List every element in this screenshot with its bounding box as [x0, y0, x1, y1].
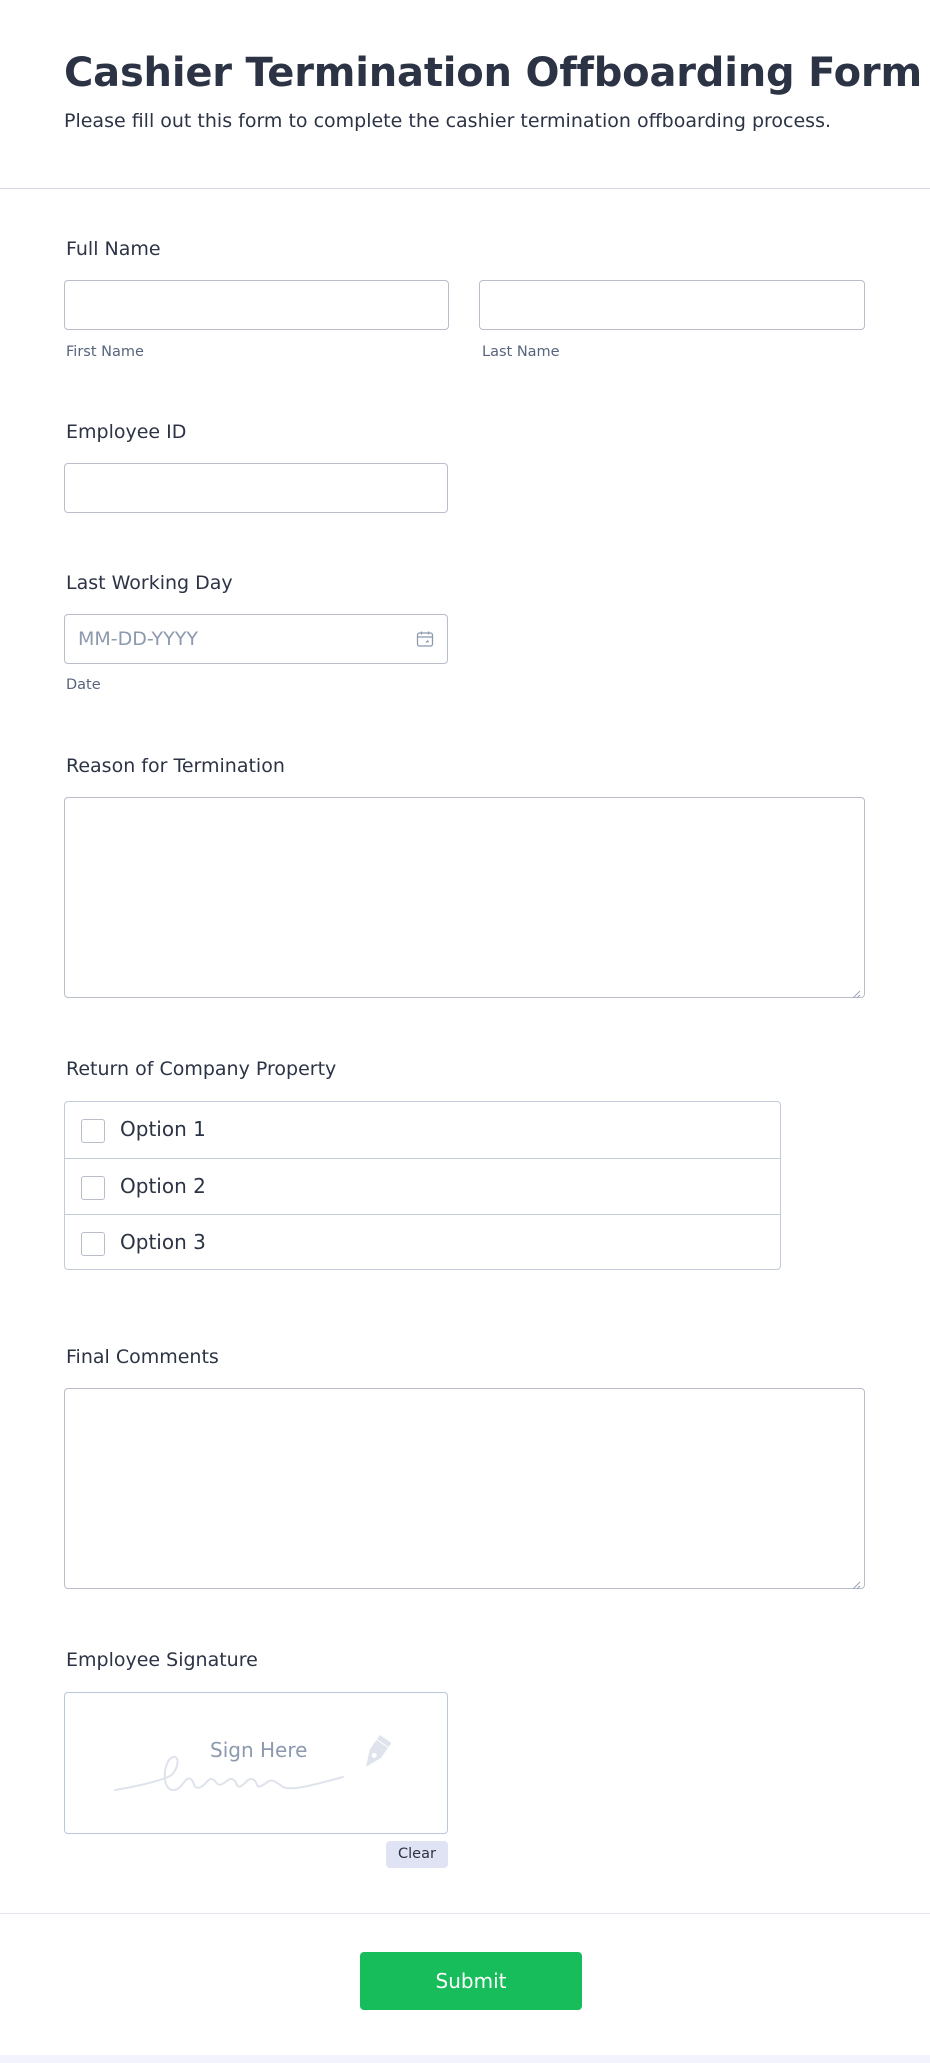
reason-label: Reason for Termination [66, 755, 285, 777]
date-sublabel: Date [66, 677, 101, 693]
last-working-day-input[interactable] [64, 614, 448, 664]
checkbox-label: Option 3 [120, 1230, 206, 1254]
signature-label: Employee Signature [66, 1649, 258, 1671]
employee-id-label: Employee ID [66, 421, 187, 443]
reason-textarea[interactable] [64, 797, 865, 998]
company-property-options [64, 1101, 781, 1270]
pen-icon [349, 1735, 397, 1779]
submit-button[interactable]: Submit [360, 1952, 582, 2010]
form-title: Cashier Termination Offboarding Form [64, 50, 922, 96]
checkbox[interactable] [81, 1232, 105, 1256]
calendar-icon[interactable] [416, 630, 434, 648]
last-name-input[interactable] [479, 280, 865, 330]
final-comments-textarea[interactable] [64, 1388, 865, 1589]
checkbox-option-3[interactable] [65, 1214, 780, 1270]
checkbox-option-1[interactable] [65, 1102, 780, 1158]
sign-here-placeholder: Sign Here [210, 1738, 308, 1762]
form-subtitle: Please fill out this form to complete the cashier termination offboarding process. [64, 110, 832, 132]
checkbox-label: Option 1 [120, 1117, 206, 1141]
first-name-input[interactable] [64, 280, 449, 330]
last-working-day-label: Last Working Day [66, 572, 233, 594]
signature-pad[interactable] [64, 1692, 448, 1834]
resize-handle-icon[interactable] [851, 984, 861, 994]
company-property-label: Return of Company Property [66, 1058, 337, 1080]
resize-handle-icon[interactable] [851, 1575, 861, 1585]
first-name-sublabel: First Name [66, 344, 144, 360]
footer-divider [0, 1913, 930, 1914]
checkbox[interactable] [81, 1176, 105, 1200]
date-placeholder: MM-DD-YYYY [78, 628, 198, 650]
form-header [0, 0, 930, 189]
last-name-sublabel: Last Name [482, 344, 560, 360]
full-name-label: Full Name [66, 238, 161, 260]
checkbox[interactable] [81, 1119, 105, 1143]
checkbox-option-2[interactable] [65, 1158, 780, 1214]
checkbox-label: Option 2 [120, 1174, 206, 1198]
final-comments-label: Final Comments [66, 1346, 219, 1368]
employee-id-input[interactable] [64, 463, 448, 513]
clear-signature-button[interactable]: Clear [386, 1841, 448, 1868]
